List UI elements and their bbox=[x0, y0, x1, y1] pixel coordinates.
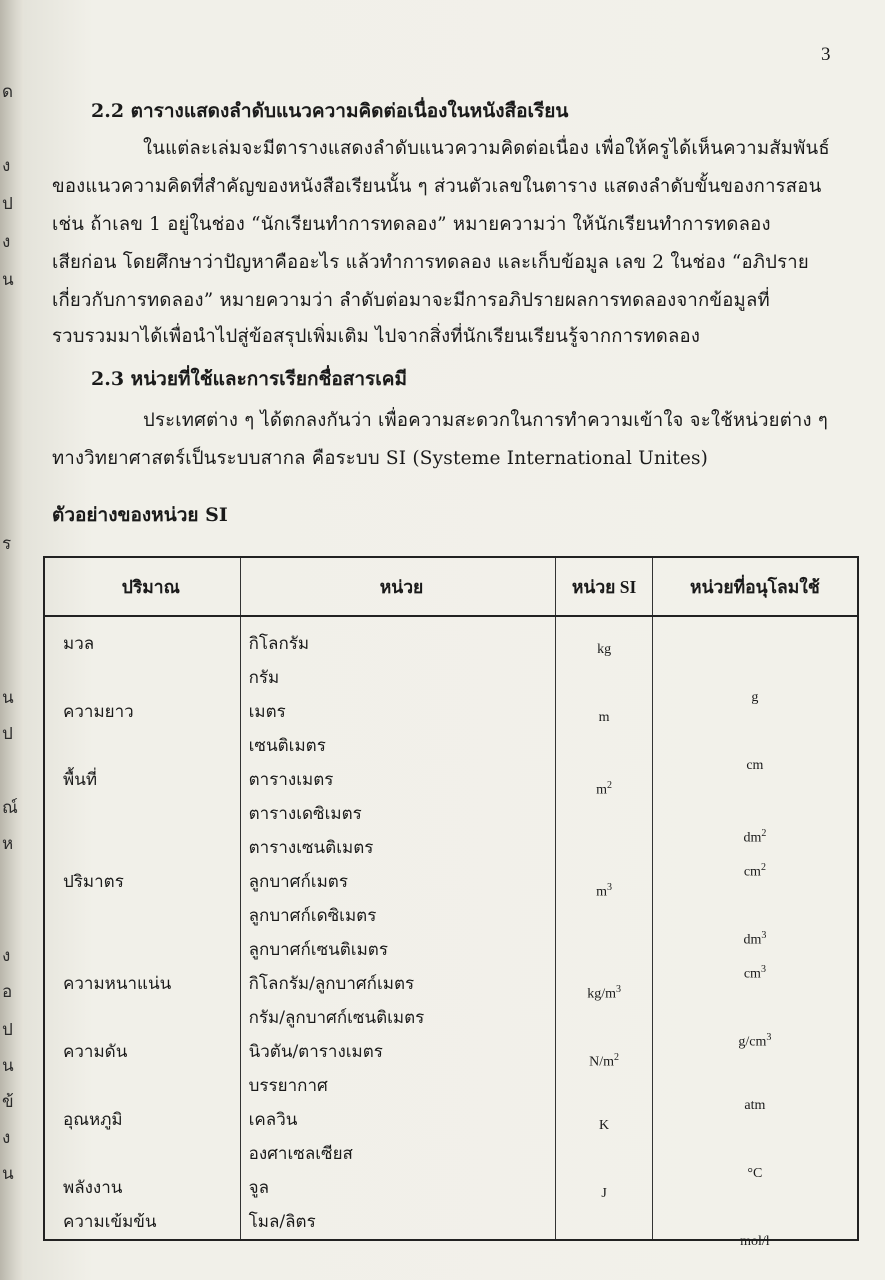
allowed-unit-column bbox=[652, 616, 858, 1249]
paragraph-line: ของแนวความคิดที่สำคัญของหนังสือเรียนนั้น ๆ ส่วนตัวเลขในตาราง แสดงลำดับขั้นของการสอน bbox=[52, 176, 822, 197]
gutter-char: ง bbox=[2, 946, 11, 966]
empty-dash bbox=[653, 763, 857, 797]
si-symbol bbox=[556, 1035, 651, 1069]
quantity-cell: พื้นที่ bbox=[63, 770, 98, 790]
unit-cell: โมล/ลิตร bbox=[248, 1212, 316, 1232]
gutter-char: น bbox=[2, 270, 14, 290]
allowed-symbol bbox=[653, 1137, 857, 1181]
binding-gutter bbox=[0, 0, 24, 1280]
empty-dash bbox=[556, 1205, 651, 1239]
allowed-symbol bbox=[653, 899, 857, 948]
gutter-char: อ bbox=[2, 982, 13, 1002]
quantity-cell bbox=[63, 831, 240, 865]
unit-cell: กรัม/ลูกบาศก์เซนติเมตร bbox=[248, 1008, 425, 1028]
gutter-char: น bbox=[2, 1056, 14, 1076]
header-quantity: ปริมาณ bbox=[44, 557, 240, 616]
unit-symbol-text: $m^2$ bbox=[596, 780, 613, 798]
unit-cell: องศาเซลเซียส bbox=[248, 1144, 353, 1164]
unit-symbol-text: $cm^2$ bbox=[743, 862, 766, 880]
paragraph-line: ประเทศต่าง ๆ ได้ตกลงกันว่า เพื่อความสะดวกในการทำความเข้าใจ จะใช้หน่วยต่าง ๆ bbox=[143, 410, 828, 431]
unit-cell: ตารางเซนติเมตร bbox=[248, 838, 374, 858]
gutter-char: ร bbox=[2, 534, 12, 554]
paragraph-line: ในแต่ละเล่มจะมีตารางแสดงลำดับแนวความคิดต่อเนื่อง เพื่อให้ครูได้เห็นความสัมพันธ์ bbox=[143, 138, 830, 159]
gutter-char: น bbox=[2, 1164, 14, 1184]
gutter-char: ง bbox=[2, 232, 11, 252]
quantity-cell bbox=[63, 797, 240, 831]
si-symbol bbox=[556, 1103, 651, 1137]
quantity-cell bbox=[63, 661, 240, 695]
header-allowed-unit: หน่วยที่อนุโลมใช้ bbox=[652, 557, 858, 616]
paragraph-line: ทางวิทยาศาสตร์เป็นระบบสากล คือระบบ SI (Systeme International Unites) bbox=[52, 448, 709, 469]
unit-symbol-text: $dm^3$ bbox=[743, 930, 767, 948]
quantity-cell bbox=[63, 933, 240, 967]
quantity-cell bbox=[63, 1137, 240, 1171]
unit-symbol-text: $cm^3$ bbox=[743, 964, 766, 982]
empty-dash bbox=[653, 865, 857, 899]
unit-cell: นิวตัน/ตารางเมตร bbox=[248, 1042, 383, 1062]
unit-cell: กิโลกรัม/ลูกบาศก์เมตร bbox=[248, 974, 415, 994]
exponent: 3 bbox=[607, 882, 613, 893]
unit-symbol-text: $dm^2$ bbox=[743, 828, 767, 846]
section-2-2-heading: 2.2 ตารางแสดงลำดับแนวความคิดต่อเนื่องในหนังสือเรียน bbox=[91, 100, 569, 122]
unit-symbol-text: mol/l bbox=[740, 1234, 770, 1249]
empty-dash bbox=[653, 627, 857, 661]
unit-cell: กิโลกรัม bbox=[248, 634, 310, 654]
empty-dash bbox=[556, 899, 651, 933]
unit-symbol-text: cm bbox=[746, 758, 764, 773]
quantity-cell: ปริมาตร bbox=[63, 872, 124, 892]
exponent: 3 bbox=[761, 930, 767, 941]
si-symbol bbox=[556, 865, 651, 899]
empty-dash bbox=[556, 797, 651, 831]
gutter-char: ด bbox=[2, 82, 14, 102]
allowed-symbol bbox=[653, 831, 857, 880]
si-symbol bbox=[556, 763, 651, 797]
empty-dash bbox=[556, 831, 651, 865]
empty-dash bbox=[653, 1171, 857, 1205]
unit-symbol-text: $N/m^2$ bbox=[589, 1052, 620, 1070]
unit-cell: เคลวิน bbox=[248, 1110, 298, 1130]
unit-symbol-text: kg bbox=[597, 642, 612, 657]
allowed-symbol bbox=[653, 661, 857, 705]
empty-dash bbox=[653, 967, 857, 1001]
si-unit-column bbox=[556, 616, 652, 1240]
empty-dash bbox=[653, 1103, 857, 1137]
empty-dash bbox=[556, 1069, 651, 1103]
si-symbol bbox=[556, 1171, 651, 1205]
table-caption: ตัวอย่างของหน่วย SI bbox=[52, 504, 228, 526]
empty-dash bbox=[653, 695, 857, 729]
quantity-column bbox=[44, 616, 240, 1240]
quantity-cell bbox=[63, 1069, 240, 1103]
paragraph-line: เช่น ถ้าเลข 1 อยู่ในช่อง “นักเรียนทำการทดลอง” หมายความว่า ให้นักเรียนทำการทดลอง bbox=[52, 214, 771, 235]
unit-cell: ตารางเดซิเมตร bbox=[248, 804, 362, 824]
gutter-char: ง bbox=[2, 156, 11, 176]
header-unit: หน่วย bbox=[240, 557, 556, 616]
empty-dash bbox=[653, 1035, 857, 1069]
section-2-3-heading: 2.3 หน่วยที่ใช้และการเรียกชื่อสารเคมี bbox=[91, 368, 407, 390]
table-body-row bbox=[44, 616, 858, 1240]
paragraph-line: เกี่ยวกับการทดลอง” หมายความว่า ลำดับต่อมาจะมีการอภิปรายผลการทดลองจากข้อมูลที่ bbox=[52, 290, 770, 311]
gutter-char: ห bbox=[2, 834, 14, 854]
quantity-cell: พลังงาน bbox=[63, 1178, 123, 1198]
quantity-cell bbox=[63, 729, 240, 763]
unit-symbol-text: J bbox=[601, 1186, 607, 1201]
quantity-cell: ความหนาแน่น bbox=[63, 974, 172, 994]
quantity-cell: ความดัน bbox=[63, 1042, 128, 1062]
paragraph-line: รวบรวมมาได้เพื่อนำไปสู่ข้อสรุปเพิ่มเติม ไปจากสิ่งที่นักเรียนเรียนรู้จากการทดลอง bbox=[52, 326, 701, 347]
allowed-symbol bbox=[653, 1205, 857, 1249]
empty-dash bbox=[556, 729, 651, 763]
unit-cell: เมตร bbox=[248, 702, 286, 722]
unit-symbol-text: °C bbox=[747, 1166, 763, 1181]
gutter-char: ง bbox=[2, 1128, 11, 1148]
unit-symbol-text: atm bbox=[744, 1098, 766, 1113]
quantity-cell: อุณหภูมิ bbox=[63, 1110, 123, 1130]
empty-dash bbox=[556, 933, 651, 967]
unit-cell: กรัม bbox=[248, 668, 280, 688]
paragraph-line: เสียก่อน โดยศึกษาว่าปัญหาคืออะไร แล้วทำการทดลอง และเก็บข้อมูล เลข 2 ในช่อง “อภิปราย bbox=[52, 252, 809, 273]
unit-cell: ลูกบาศก์เมตร bbox=[248, 872, 348, 892]
unit-symbol-text: $kg/m^3$ bbox=[587, 984, 621, 1002]
quantity-cell bbox=[63, 1001, 240, 1035]
quantity-cell: มวล bbox=[63, 634, 95, 654]
gutter-char: ป bbox=[2, 194, 13, 214]
allowed-symbol bbox=[653, 1001, 857, 1050]
si-symbol bbox=[556, 627, 651, 661]
quantity-cell: ความยาว bbox=[63, 702, 134, 722]
unit-symbol-text: $g/cm^3$ bbox=[738, 1032, 772, 1050]
quantity-cell: ความเข้มข้น bbox=[63, 1212, 157, 1232]
allowed-symbol bbox=[653, 1069, 857, 1113]
unit-symbol-text: K bbox=[599, 1118, 610, 1133]
si-symbol bbox=[556, 967, 651, 1001]
unit-cell: ตารางเมตร bbox=[248, 770, 334, 790]
gutter-char: ป bbox=[2, 1020, 13, 1040]
gutter-char: น bbox=[2, 688, 14, 708]
unit-cell: เซนติเมตร bbox=[248, 736, 326, 756]
unit-symbol-text: g bbox=[751, 690, 759, 705]
unit-column bbox=[240, 616, 556, 1240]
exponent: 2 bbox=[607, 780, 613, 791]
allowed-symbol bbox=[653, 933, 857, 982]
exponent: 2 bbox=[614, 1052, 620, 1063]
unit-cell: ลูกบาศก์เดซิเมตร bbox=[248, 906, 377, 926]
unit-cell: บรรยากาศ bbox=[248, 1076, 328, 1096]
unit-symbol-text: m bbox=[598, 710, 610, 725]
unit-cell: ลูกบาศก์เซนติเมตร bbox=[248, 940, 388, 960]
allowed-symbol bbox=[653, 729, 857, 773]
exponent: 2 bbox=[761, 828, 767, 839]
page-number: 3 bbox=[821, 44, 831, 65]
exponent: 3 bbox=[615, 984, 621, 995]
unit-cell: จูล bbox=[248, 1178, 270, 1198]
allowed-symbol bbox=[653, 797, 857, 846]
exponent: 2 bbox=[760, 862, 766, 873]
empty-dash bbox=[556, 1001, 651, 1035]
quantity-cell bbox=[63, 899, 240, 933]
exponent: 3 bbox=[766, 1032, 772, 1043]
table-header-row bbox=[44, 557, 858, 616]
si-symbol bbox=[556, 695, 651, 729]
empty-dash bbox=[556, 661, 651, 695]
unit-symbol-text: $m^3$ bbox=[596, 882, 613, 900]
header-si-unit: หน่วย SI bbox=[556, 557, 652, 616]
si-units-table bbox=[43, 556, 859, 1249]
gutter-char: ข้ bbox=[2, 1092, 14, 1112]
empty-dash bbox=[556, 1137, 651, 1171]
gutter-char: ณ์ bbox=[2, 798, 18, 818]
gutter-char: ป bbox=[2, 724, 13, 744]
exponent: 3 bbox=[760, 964, 766, 975]
